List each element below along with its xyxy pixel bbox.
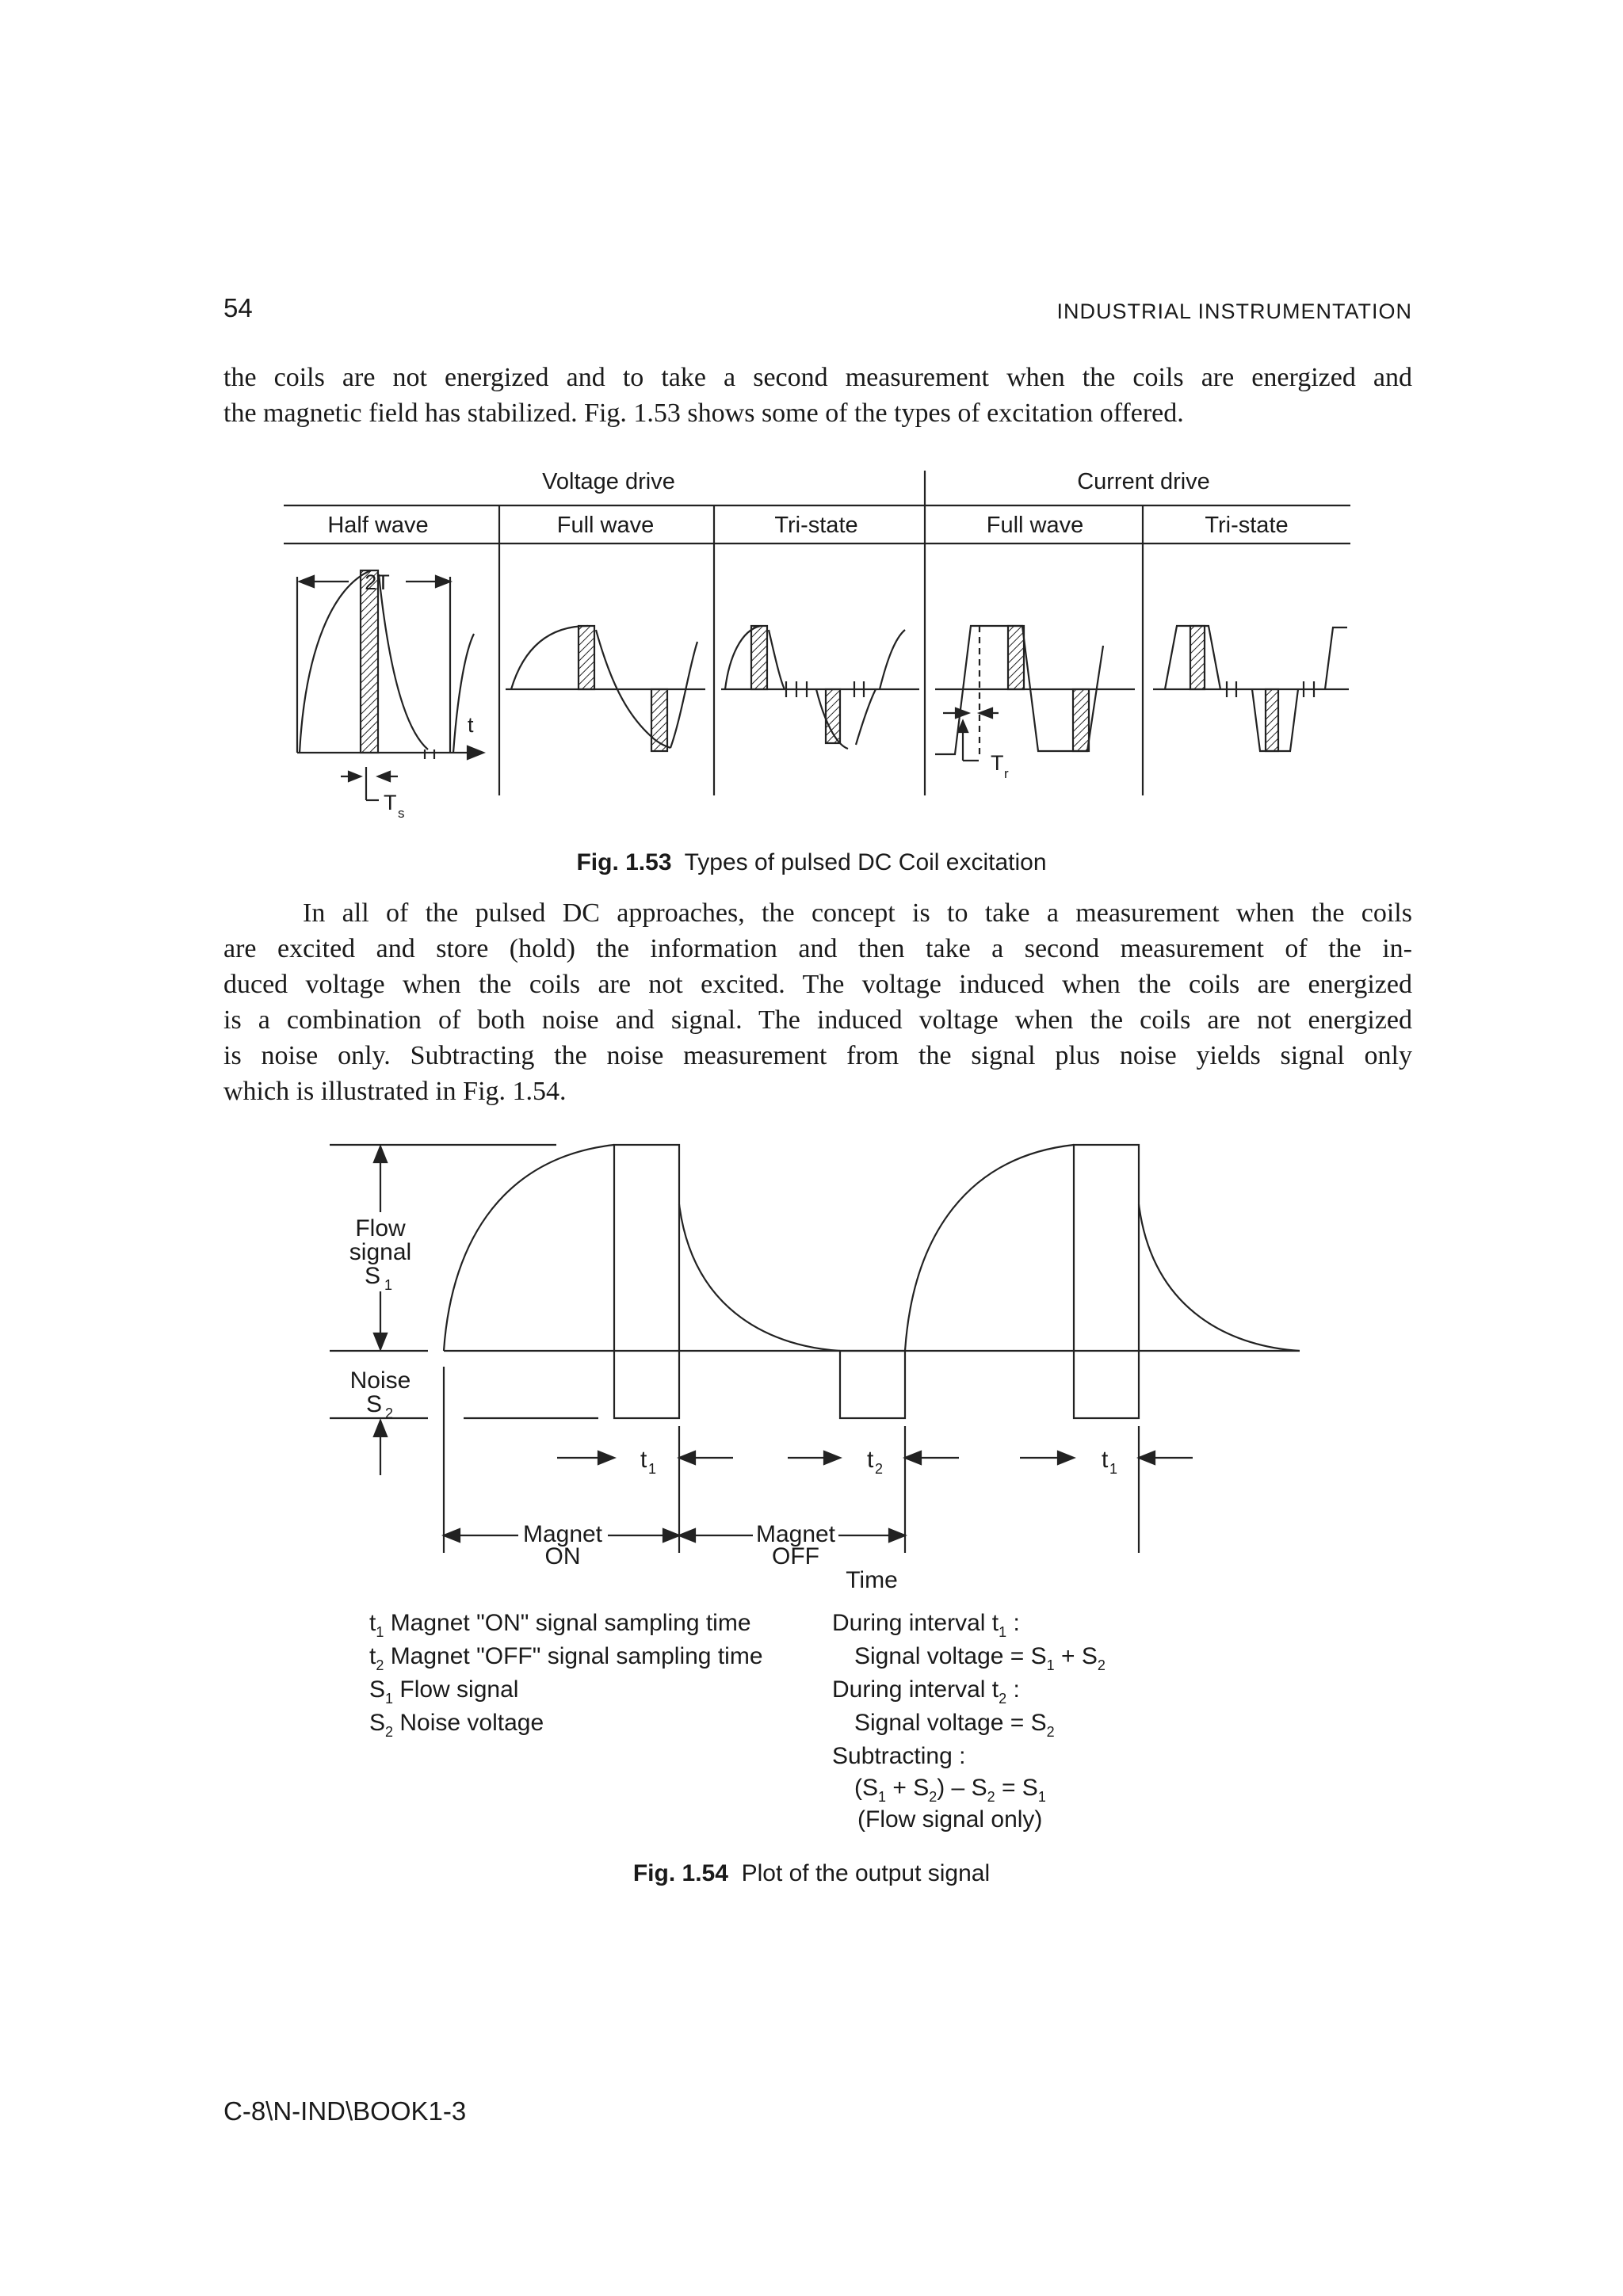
legend-item: $t_2$ Magnet "OFF" signal sampling time <box>369 1643 763 1673</box>
current-tri-state-waveform <box>1153 626 1349 751</box>
rise-curve-1 <box>444 1145 614 1351</box>
label-Ts-sub: s <box>398 806 405 821</box>
legend-item: $t_1$ Magnet "ON" signal sampling time <box>369 1610 751 1640</box>
flow-label-sub: 1 <box>384 1277 393 1293</box>
column-header: Full wave <box>556 513 655 538</box>
figure-caption-1-53 <box>0 849 1623 876</box>
sample-pulse-1 <box>614 1145 679 1418</box>
legend-signal-2: Signal voltage = $S_2$ <box>854 1710 1055 1740</box>
magnet-off-label: Magnet <box>755 1521 836 1547</box>
page-number: 54 <box>223 293 253 322</box>
flow-label: Flow <box>355 1215 406 1241</box>
t1-sub: 1 <box>648 1461 657 1477</box>
paragraph-pulsed-dc <box>223 895 1412 1109</box>
text-line: the magnetic field has stabilized. Fig. 1.53 shows some of the types of excitation offered. <box>223 399 1184 428</box>
current-full-wave-waveform <box>935 626 1135 761</box>
group-label-voltage-drive: Voltage drive <box>542 469 675 494</box>
legend-flow-only: (Flow signal only) <box>857 1806 1043 1833</box>
legend-right <box>832 1610 1106 1833</box>
t1-sub: 1 <box>1109 1461 1118 1477</box>
decay-curve-1 <box>679 1204 840 1351</box>
legend-item: $S_1$ Flow signal <box>369 1676 519 1707</box>
rise-curve-2 <box>905 1145 1074 1351</box>
decay-curve-2 <box>1139 1204 1300 1351</box>
caption-text: Types of pulsed DC Coil excitation <box>684 849 1047 875</box>
group-label-current-drive: Current drive <box>1077 469 1210 494</box>
noise-label-sub: 2 <box>385 1405 394 1421</box>
column-header: Half wave <box>327 513 429 538</box>
legend-during-2: During interval $t_2$ : <box>832 1676 1020 1707</box>
footer-book-code: C-8\N-IND\BOOK1-3 <box>223 2096 467 2126</box>
magnet-on-label: Magnet <box>522 1521 603 1547</box>
time-axis-label: Time <box>846 1567 898 1593</box>
text-line: are excited and store (hold) the information and then take a second measurement of the in- <box>223 934 1412 963</box>
caption-number: Fig. 1.53 <box>576 849 672 875</box>
text-line: In all of the pulsed DC approaches, the concept is to take a measurement when the coils <box>303 898 1412 928</box>
t1-label: t <box>640 1447 647 1473</box>
figure-1-54 <box>0 1125 1623 1854</box>
t1-label: t <box>1102 1447 1109 1473</box>
noise-label: Noise <box>349 1367 411 1394</box>
text-line: is a combination of both noise and signal. The induced voltage when the coils are not energized <box>223 1005 1412 1035</box>
sample-pulse-3 <box>1074 1145 1139 1418</box>
legend-subtracting: Subtracting : <box>832 1743 966 1769</box>
column-header: Tri-state <box>1205 513 1289 538</box>
noise-label-symbol: S <box>365 1391 383 1417</box>
caption-text: Plot of the output signal <box>741 1860 991 1886</box>
voltage-tri-state-waveform <box>721 626 919 749</box>
running-head: INDUSTRIAL INSTRUMENTATION <box>1056 299 1412 323</box>
voltage-full-wave-waveform <box>506 626 705 751</box>
label-Ts: T <box>384 791 397 814</box>
legend-left <box>369 1610 763 1740</box>
column-header: Full wave <box>986 513 1084 538</box>
flow-label-symbol: S <box>364 1263 381 1289</box>
magnet-on-label: ON <box>544 1543 581 1569</box>
column-header: Tri-state <box>774 513 858 538</box>
t2-sub: 2 <box>875 1461 884 1477</box>
magnet-off-label: OFF <box>772 1543 819 1569</box>
text-line: the coils are not energized and to take a second measurement when the coils are energized and <box>223 363 1412 392</box>
legend-signal-1: Signal voltage = $S_1 + S_2$ <box>854 1643 1106 1673</box>
label-2T: 2T <box>365 570 390 594</box>
text-line: which is illustrated in Fig. 1.54. <box>223 1077 567 1106</box>
label-Tr-sub: r <box>1004 766 1009 781</box>
text-line: duced voltage when the coils are not excited. The voltage induced when the coils are energized <box>223 970 1412 999</box>
legend-item: $S_2$ Noise voltage <box>369 1710 544 1740</box>
figure-1-53 <box>0 0 1623 856</box>
caption-number: Fig. 1.54 <box>632 1860 728 1886</box>
legend-equation: $(S_1 + S_2) - S_2 = S_1$ <box>854 1775 1046 1805</box>
label-t: t <box>468 713 474 737</box>
half-wave-waveform <box>297 570 483 800</box>
sample-pulse-2 <box>840 1351 905 1418</box>
legend-during-1: During interval $t_1$ : <box>832 1610 1020 1640</box>
label-Tr: T <box>991 751 1004 775</box>
t2-label: t <box>867 1447 874 1473</box>
flow-label: signal <box>349 1239 412 1265</box>
text-line: is noise only. Subtracting the noise measurement from the signal plus noise yields signal only <box>223 1041 1412 1070</box>
figure-caption-1-54 <box>0 1860 1623 1887</box>
